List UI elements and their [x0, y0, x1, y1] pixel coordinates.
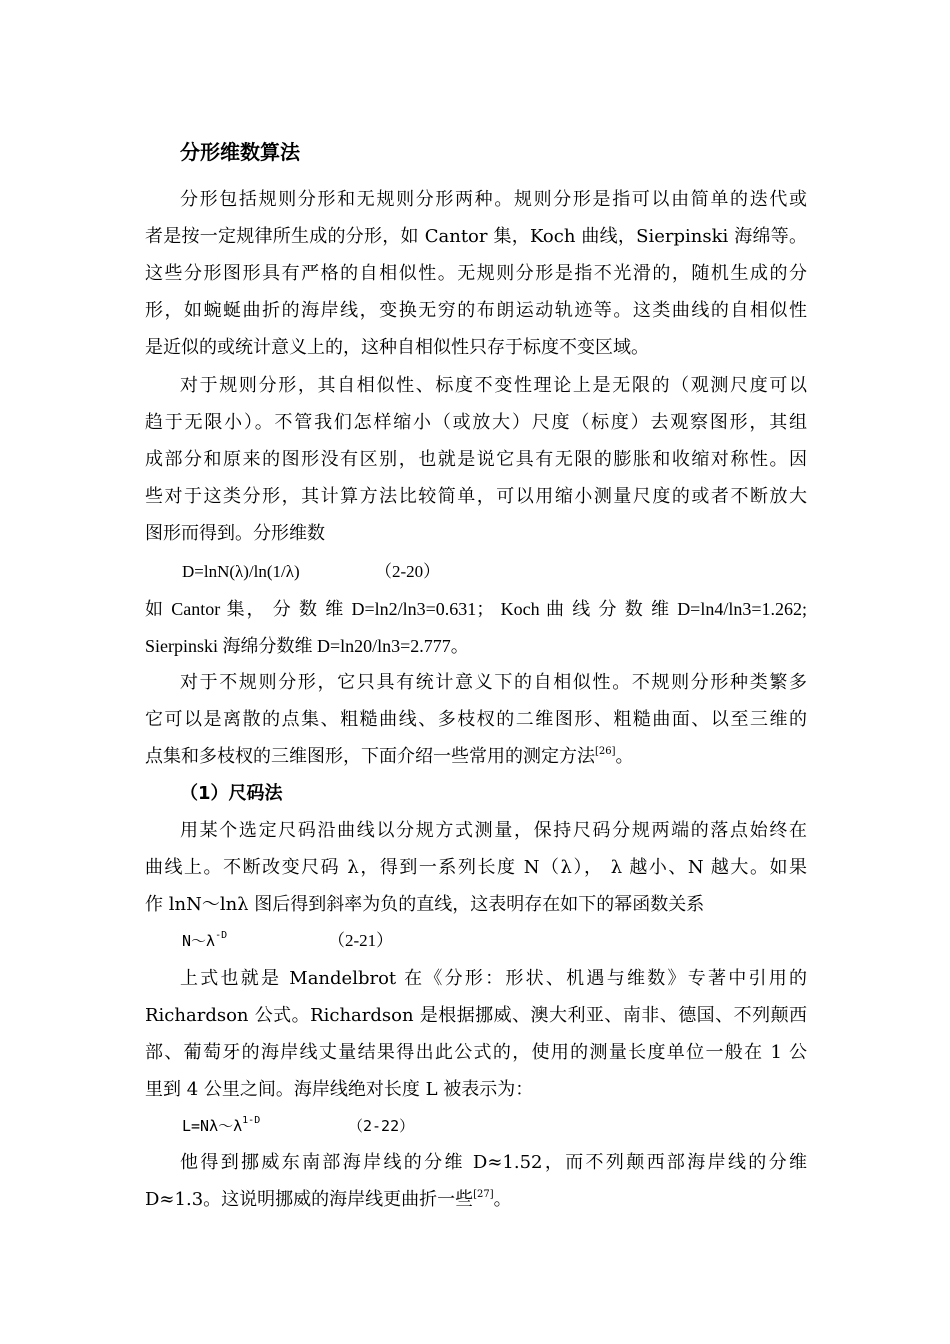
paragraph-line: Sierpinski 海绵分数维 D=ln20/ln3=2.777。 — [145, 636, 469, 656]
equation-number: （2-21） — [328, 931, 394, 950]
paragraph-line: 他得到挪威东南部海岸线的分维 D≈1.52，而不列颠西部海岸线的分维 — [180, 1152, 807, 1173]
equation-exponent: -D — [215, 930, 228, 941]
paragraph-line: 里到 4 公里之间。海岸线绝对长度 L 被表示为： — [145, 1079, 534, 1100]
section-title: 分形维数算法 — [180, 140, 300, 164]
paragraph-line: 图形而得到。分形维数 — [145, 523, 325, 544]
citation-ref: [26] — [595, 746, 616, 757]
subsection-heading: （1）尺码法 — [180, 783, 283, 804]
paragraph-text: 。 — [493, 1189, 512, 1210]
paragraph-line: 曲线上。不断改变尺码 λ，得到一系列长度 N（λ）， λ 越小、N 越大。如果 — [145, 857, 807, 878]
paragraph-line — [145, 1187, 807, 1213]
paragraph-line: 成部分和原来的图形没有区别，也就是说它具有无限的膨胀和收缩对称性。因 — [145, 449, 807, 470]
equation-2-22 — [182, 1114, 260, 1138]
paragraph-line: Richardson 公式。Richardson 是根据挪威、澳大利亚、南非、德国、不列颠西 — [145, 1005, 807, 1026]
equation-base: N～λ — [182, 932, 216, 950]
paragraph-line: 作 lnN～lnλ 图后得到斜率为负的直线，这表明存在如下的幂函数关系 — [145, 894, 705, 915]
equation-number: （2-22） — [348, 1117, 415, 1135]
paragraph-line: 形，如蜿蜒曲折的海岸线，变换无穷的布朗运动轨迹等。这类曲线的自相似性 — [145, 300, 807, 321]
equation-base: L=Nλ～λ — [182, 1117, 243, 1135]
equation-2-21 — [182, 929, 227, 953]
paragraph-text: 点集和多枝杈的三维图形，下面介绍一些常用的测定方法 — [145, 746, 595, 767]
paragraph-text: D≈1.3。这说明挪威的海岸线更曲折一些 — [145, 1189, 474, 1210]
paragraph-line — [145, 744, 807, 770]
citation-ref: [27] — [473, 1189, 494, 1200]
paragraph-line: 用某个选定尺码沿曲线以分规方式测量，保持尺码分规两端的落点始终在 — [180, 820, 807, 841]
equation-exponent: 1-D — [242, 1115, 261, 1126]
paragraph-line: 分形包括规则分形和无规则分形两种。规则分形是指可以由简单的迭代或 — [180, 189, 807, 210]
paragraph-line: 这些分形图形具有严格的自相似性。无规则分形是指不光滑的，随机生成的分 — [145, 263, 807, 284]
paragraph-line: 些对于这类分形，其计算方法比较简单，可以用缩小测量尺度的或者不断放大 — [145, 486, 807, 507]
paragraph-line: 对于不规则分形，它只具有统计意义下的自相似性。不规则分形种类繁多 — [180, 672, 807, 693]
paragraph-line: 对于规则分形，其自相似性、标度不变性理论上是无限的（观测尺度可以 — [180, 375, 807, 396]
paragraph-line: 是近似的或统计意义上的，这种自相似性只存于标度不变区域。 — [145, 337, 649, 358]
paragraph-line: 如 Cantor 集， 分 数 维 D=ln2/ln3=0.631； Koch 曲 线 分 数 维 D=ln4/ln3=1.262; — [145, 599, 807, 619]
equation-number: （2-20） — [375, 562, 441, 581]
paragraph-line: 者是按一定规律所生成的分形，如 Cantor 集，Koch 曲线，Sierpinski 海绵等。 — [145, 226, 807, 247]
paragraph-line: 趋于无限小）。不管我们怎样缩小（或放大）尺度（标度）去观察图形，其组 — [145, 412, 807, 433]
paragraph-line: 部、葡萄牙的海岸线丈量结果得出此公式的，使用的测量长度单位一般在 1 公 — [145, 1042, 807, 1063]
paragraph-line: 它可以是离散的点集、粗糙曲线、多枝杈的二维图形、粗糙曲面、以至三维的 — [145, 709, 807, 730]
equation-2-20: D=lnN(λ)/ln(1/λ) — [182, 562, 300, 581]
paragraph-line: 上式也就是 Mandelbrot 在《分形：形状、机遇与维数》专著中引用的 — [180, 968, 807, 989]
paragraph-text: 。 — [615, 746, 634, 767]
